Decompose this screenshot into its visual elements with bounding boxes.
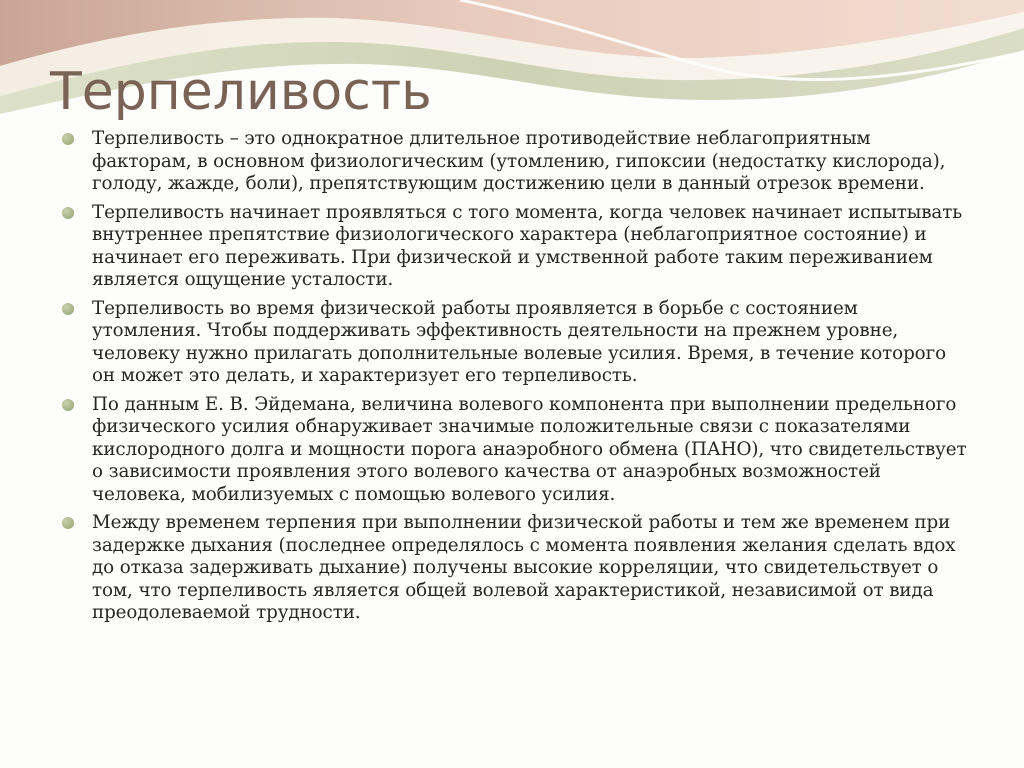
bullet-text: Терпеливость во время физической работы проявляется в борьбе с состоянием утомления. Чтобы поддерживать эффективность деятельности на прежнем уровне, человеку нужно прилагать дополнительные волевые усилия. Время, в течение которого он может это делать, и характеризует его терпеливость. xyxy=(92,297,946,386)
bullet-item xyxy=(62,394,967,507)
bullet-item xyxy=(62,298,967,388)
bullet-text: По данным Е. В. Эйдемана, величина волевого компонента при выполнении предельного физического усилия обнаруживает значимые положительные связи с показателями кислородного долга и мощности порога анаэробного обмена (ПАНО), что свидетельствует о зависимости проявления этого волевого качества от анаэробных возможностей человека, мобилизуемых с помощью волевого усилия. xyxy=(92,393,967,505)
bullet-item xyxy=(62,202,967,292)
bullet-list xyxy=(62,128,967,631)
bullet-text: Терпеливость начинает проявляться с того момента, когда человек начинает испытывать внутреннее препятствие физиологического характера (неблагоприятное состояние) и начинает его переживать. При физической и умственной работе таким переживанием является ощущение усталости. xyxy=(92,201,963,290)
bullet-item xyxy=(62,128,967,196)
bullet-item xyxy=(62,512,967,625)
bullet-dot-icon xyxy=(62,517,74,529)
slide-title: Терпеливость xyxy=(50,62,432,122)
bullet-dot-icon xyxy=(62,303,74,315)
bullet-text: Терпеливость – это однократное длительное противодействие неблагоприятным факторам, в основном физиологическим (утомлению, гипоксии (недостатку кислорода), голоду, жажде, боли), препятствующим достижению цели в данный отрезок времени. xyxy=(92,128,946,194)
bullet-dot-icon xyxy=(62,207,74,219)
bullet-dot-icon xyxy=(62,133,74,145)
bullet-dot-icon xyxy=(62,399,74,411)
bullet-text: Между временем терпения при выполнении физической работы и тем же временем при задержке дыхания (последнее определялось с момента появления желания сделать вдох до отказа задерживать дыхание) получены высокие корреляции, что свидетельствует о том, что терпеливость является общей волевой характеристикой, независимой от вида преодолеваемой трудности. xyxy=(92,512,956,623)
